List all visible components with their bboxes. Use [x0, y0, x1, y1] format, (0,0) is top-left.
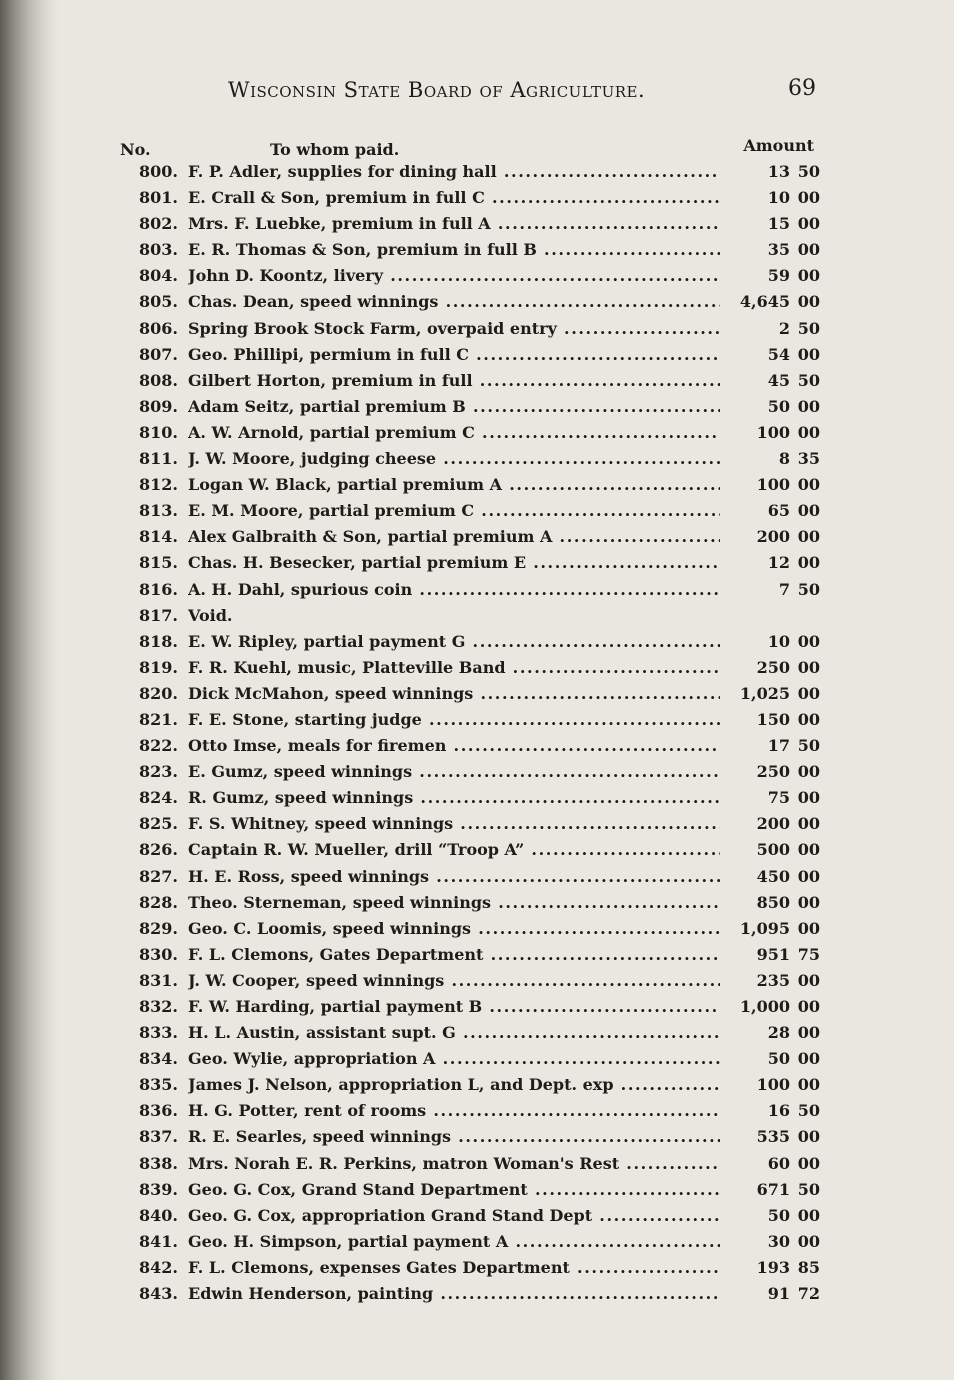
amount-cents: 00 [797, 866, 820, 886]
amount-dollars: 35 [767, 240, 790, 260]
entry-number: 814. [139, 527, 178, 547]
table-row [110, 501, 820, 527]
table-row [110, 449, 820, 475]
amount-dollars: 671 [756, 1179, 790, 1199]
entry-payee: A. H. Dahl, spurious coin ..... [188, 580, 720, 599]
amount-cents: 00 [797, 1153, 820, 1173]
table-row [110, 814, 820, 840]
table-row [110, 919, 820, 945]
column-header-amount: Amount [743, 136, 814, 155]
entry-number: 833. [139, 1023, 178, 1043]
entry-amount [720, 162, 820, 181]
amount-cents: 00 [797, 918, 820, 938]
amount-dollars: 16 [767, 1101, 790, 1121]
entry-number: 813. [139, 501, 178, 521]
amount-cents: 75 [797, 944, 820, 964]
column-header-no: No. [120, 140, 151, 159]
entry-payee: Gilbert Horton, premium in full ..... [188, 371, 720, 390]
table-row [110, 710, 820, 736]
amount-cents: 00 [797, 709, 820, 729]
amount-dollars: 28 [767, 1023, 790, 1043]
amount-cents: 00 [797, 970, 820, 990]
entry-amount [720, 762, 820, 781]
amount-cents: 50 [797, 579, 820, 599]
table-row [110, 319, 820, 345]
entry-number: 803. [139, 240, 178, 260]
amount-dollars: 500 [756, 840, 790, 860]
amount-dollars: 450 [756, 866, 790, 886]
table-row [110, 188, 820, 214]
amount-dollars: 30 [767, 1231, 790, 1251]
entry-number: 806. [139, 318, 178, 338]
amount-cents: 00 [797, 240, 820, 260]
amount-dollars: 8 [778, 449, 790, 469]
amount-dollars: 50 [767, 1049, 790, 1069]
amount-dollars: 12 [767, 553, 790, 573]
entry-payee: F. P. Adler, supplies for dining hall ..... [188, 162, 720, 181]
entry-number: 839. [139, 1179, 178, 1199]
entry-number: 810. [139, 422, 178, 442]
entry-amount [720, 658, 820, 677]
entry-payee: Captain R. W. Mueller, drill “Troop A” ..... [188, 840, 720, 859]
entry-amount [720, 632, 820, 651]
entry-payee: Geo. H. Simpson, partial payment A ..... [188, 1232, 720, 1251]
entry-payee: A. W. Arnold, partial premium C ..... [188, 423, 720, 442]
column-headers [110, 136, 820, 162]
entry-payee: Mrs. Norah E. R. Perkins, matron Woman's Rest ..... [188, 1154, 720, 1173]
table-row [110, 893, 820, 919]
amount-dollars: 15 [767, 214, 790, 234]
entry-amount [720, 501, 820, 520]
table-row [110, 1023, 820, 1049]
amount-dollars: 100 [756, 475, 790, 495]
entry-payee: F. E. Stone, starting judge ..... [188, 710, 720, 729]
entry-number: 821. [139, 709, 178, 729]
entry-amount [720, 606, 820, 625]
table-row [110, 606, 820, 632]
entry-amount [720, 814, 820, 833]
table-row [110, 580, 820, 606]
amount-cents: 72 [797, 1284, 820, 1304]
entry-number: 827. [139, 866, 178, 886]
amount-dollars: 200 [756, 814, 790, 834]
amount-dollars: 1,000 [739, 997, 790, 1016]
amount-dollars: 200 [756, 527, 790, 547]
payment-list [110, 162, 820, 1310]
table-row [110, 345, 820, 371]
entry-amount [720, 266, 820, 285]
amount-cents: 00 [797, 683, 820, 703]
table-row [110, 397, 820, 423]
table-row [110, 371, 820, 397]
amount-dollars: 250 [756, 762, 790, 782]
entry-payee: Alex Galbraith & Son, partial premium A ..... [188, 527, 720, 546]
amount-dollars: 60 [767, 1153, 790, 1173]
table-row [110, 240, 820, 266]
entry-amount [720, 345, 820, 364]
table-row [110, 684, 820, 710]
entry-payee: Logan W. Black, partial premium A ..... [188, 475, 720, 494]
entry-amount [720, 553, 820, 572]
amount-dollars: 1,095 [739, 918, 790, 938]
entry-amount [720, 240, 820, 259]
table-row [110, 162, 820, 188]
amount-cents: 00 [797, 1049, 820, 1069]
amount-dollars: 10 [767, 188, 790, 208]
amount-dollars: 100 [756, 1075, 790, 1095]
amount-cents: 00 [797, 1231, 820, 1251]
entry-number: 842. [139, 1257, 178, 1277]
entry-number: 824. [139, 788, 178, 808]
amount-cents: 00 [797, 292, 820, 312]
entry-amount [720, 475, 820, 494]
table-row [110, 867, 820, 893]
table-row [110, 1180, 820, 1206]
table-row [110, 527, 820, 553]
page-number: 69 [788, 76, 816, 101]
table-row [110, 736, 820, 762]
entry-payee: Chas. Dean, speed winnings ..... [188, 292, 720, 311]
amount-cents: 35 [797, 449, 820, 469]
entry-amount [720, 423, 820, 442]
entry-number: 817. [139, 605, 178, 625]
entry-amount [720, 945, 820, 964]
entry-amount [720, 319, 820, 338]
amount-cents: 00 [797, 475, 820, 495]
entry-amount [720, 292, 820, 311]
amount-dollars: 100 [756, 422, 790, 442]
entry-number: 832. [139, 997, 178, 1016]
amount-cents: 50 [797, 736, 820, 756]
entry-amount [720, 1101, 820, 1120]
entry-payee: R. E. Searles, speed winnings ..... [188, 1127, 720, 1146]
table-row [110, 1101, 820, 1127]
entry-amount [720, 919, 820, 938]
entry-payee: R. Gumz, speed winnings ..... [188, 788, 720, 807]
entry-number: 818. [139, 631, 178, 651]
table-row [110, 1284, 820, 1310]
amount-cents: 00 [797, 214, 820, 234]
entry-number: 812. [139, 475, 178, 495]
entry-amount [720, 449, 820, 468]
entry-payee: H. L. Austin, assistant supt. G ..... [188, 1023, 720, 1042]
entry-number: 825. [139, 814, 178, 834]
amount-dollars: 193 [756, 1257, 790, 1277]
amount-cents: 00 [797, 788, 820, 808]
amount-cents: 00 [797, 657, 820, 677]
entry-amount [720, 1258, 820, 1277]
table-row [110, 632, 820, 658]
amount-cents: 50 [797, 370, 820, 390]
table-row [110, 423, 820, 449]
entry-payee: E. Gumz, speed winnings ..... [188, 762, 720, 781]
entry-payee: Spring Brook Stock Farm, overpaid entry ..... [188, 319, 720, 338]
entry-number: 843. [139, 1284, 178, 1304]
entry-number: 828. [139, 892, 178, 912]
entry-number: 822. [139, 736, 178, 756]
entry-payee: J. W. Cooper, speed winnings ..... [188, 971, 720, 990]
amount-cents: 50 [797, 162, 820, 181]
entry-payee: Otto Imse, meals for firemen ..... [188, 736, 720, 755]
entry-payee: J. W. Moore, judging cheese ..... [188, 449, 720, 468]
entry-number: 808. [139, 370, 178, 390]
column-header-to-whom-paid: To whom paid. [270, 140, 400, 159]
amount-dollars: 10 [767, 631, 790, 651]
amount-dollars: 7 [778, 579, 790, 599]
entry-number: 800. [139, 162, 178, 181]
table-row [110, 266, 820, 292]
table-row [110, 762, 820, 788]
amount-dollars: 150 [756, 709, 790, 729]
amount-cents: 00 [797, 501, 820, 521]
entry-amount [720, 1023, 820, 1042]
amount-dollars: 1,025 [739, 683, 790, 703]
table-row [110, 971, 820, 997]
entry-number: 837. [139, 1127, 178, 1147]
entry-amount [720, 397, 820, 416]
entry-amount [720, 371, 820, 390]
entry-payee: Geo. G. Cox, appropriation Grand Stand Dept ..... [188, 1206, 720, 1225]
entry-payee: E. M. Moore, partial premium C ..... [188, 501, 720, 520]
running-head [110, 70, 820, 110]
entry-number: 830. [139, 944, 178, 964]
table-row [110, 475, 820, 501]
amount-dollars: 65 [767, 501, 790, 521]
entry-payee: E. W. Ripley, partial payment G ..... [188, 632, 720, 651]
entry-number: 840. [139, 1205, 178, 1225]
entry-amount [720, 840, 820, 859]
entry-amount [720, 1127, 820, 1146]
table-row [110, 945, 820, 971]
entry-number: 807. [139, 344, 178, 364]
amount-dollars: 91 [767, 1284, 790, 1304]
amount-cents: 50 [797, 318, 820, 338]
table-row [110, 553, 820, 579]
entry-number: 823. [139, 762, 178, 782]
entry-number: 805. [139, 292, 178, 312]
entry-payee: Edwin Henderson, painting ..... [188, 1284, 720, 1303]
entry-amount [720, 788, 820, 807]
entry-payee: Geo. C. Loomis, speed winnings ..... [188, 919, 720, 938]
amount-dollars: 50 [767, 396, 790, 416]
entry-payee: F. S. Whitney, speed winnings ..... [188, 814, 720, 833]
amount-dollars: 535 [756, 1127, 790, 1147]
entry-amount [720, 188, 820, 207]
table-row [110, 1258, 820, 1284]
amount-cents: 00 [797, 840, 820, 860]
amount-cents: 00 [797, 997, 820, 1016]
entry-payee: H. E. Ross, speed winnings ..... [188, 867, 720, 886]
table-row [110, 1206, 820, 1232]
entry-amount [720, 893, 820, 912]
table-row [110, 1232, 820, 1258]
entry-payee: F. W. Harding, partial payment B ..... [188, 997, 720, 1016]
entry-amount [720, 736, 820, 755]
amount-cents: 00 [797, 1075, 820, 1095]
running-head-title: Wisconsin State Board of Agriculture. [228, 78, 646, 102]
amount-cents: 00 [797, 631, 820, 651]
entry-number: 836. [139, 1101, 178, 1121]
entry-amount [720, 684, 820, 703]
entry-number: 826. [139, 840, 178, 860]
entry-payee: F. L. Clemons, Gates Department ..... [188, 945, 720, 964]
amount-dollars: 250 [756, 657, 790, 677]
table-row [110, 658, 820, 684]
entry-number: 820. [139, 683, 178, 703]
entry-number: 816. [139, 579, 178, 599]
entry-payee: Chas. H. Besecker, partial premium E ..... [188, 553, 720, 572]
amount-cents: 00 [797, 1205, 820, 1225]
amount-cents: 00 [797, 553, 820, 573]
amount-dollars: 850 [756, 892, 790, 912]
entry-amount [720, 1284, 820, 1303]
entry-number: 829. [139, 918, 178, 938]
amount-dollars: 4,645 [739, 292, 790, 312]
table-row [110, 788, 820, 814]
entry-payee: E. Crall & Son, premium in full C ..... [188, 188, 720, 207]
entry-amount [720, 971, 820, 990]
page-binding-shadow [0, 0, 58, 1380]
entry-amount [720, 527, 820, 546]
entry-amount [720, 867, 820, 886]
entry-number: 838. [139, 1153, 178, 1173]
amount-cents: 00 [797, 762, 820, 782]
entry-amount [720, 710, 820, 729]
entry-payee: E. R. Thomas & Son, premium in full B ..... [188, 240, 720, 259]
entry-payee: Theo. Sterneman, speed winnings ..... [188, 893, 720, 912]
table-row [110, 1049, 820, 1075]
entry-number: 834. [139, 1049, 178, 1069]
entry-payee: H. G. Potter, rent of rooms ..... [188, 1101, 720, 1120]
amount-dollars: 54 [767, 344, 790, 364]
entry-amount [720, 997, 820, 1016]
entry-payee: Adam Seitz, partial premium B ..... [188, 397, 720, 416]
table-row [110, 1075, 820, 1101]
entry-payee: Geo. Wylie, appropriation A ..... [188, 1049, 720, 1068]
amount-cents: 50 [797, 1179, 820, 1199]
amount-cents: 50 [797, 1101, 820, 1121]
amount-dollars: 75 [767, 788, 790, 808]
entry-number: 841. [139, 1231, 178, 1251]
entry-number: 802. [139, 214, 178, 234]
amount-dollars: 45 [767, 370, 790, 390]
amount-cents: 85 [797, 1257, 820, 1277]
entry-payee: James J. Nelson, appropriation L, and Dept. exp ..... [188, 1075, 720, 1094]
entry-payee: Dick McMahon, speed winnings ..... [188, 684, 720, 703]
amount-dollars: 951 [756, 944, 790, 964]
entry-number: 804. [139, 266, 178, 286]
amount-dollars: 2 [778, 318, 790, 338]
entry-amount [720, 1049, 820, 1068]
entry-number: 815. [139, 553, 178, 573]
amount-cents: 00 [797, 892, 820, 912]
entry-number: 835. [139, 1075, 178, 1095]
amount-cents: 00 [797, 527, 820, 547]
entry-amount [720, 580, 820, 599]
ledger-page [110, 70, 820, 1310]
amount-dollars: 50 [767, 1205, 790, 1225]
entry-payee: F. L. Clemons, expenses Gates Department ..... [188, 1258, 720, 1277]
amount-dollars: 59 [767, 266, 790, 286]
entry-amount [720, 1206, 820, 1225]
amount-cents: 00 [797, 1023, 820, 1043]
amount-cents: 00 [797, 188, 820, 208]
amount-dollars: 17 [767, 736, 790, 756]
entry-amount [720, 1232, 820, 1251]
entry-payee: Mrs. F. Luebke, premium in full A ..... [188, 214, 720, 233]
entry-number: 801. [139, 188, 178, 208]
amount-cents: 00 [797, 266, 820, 286]
table-row [110, 214, 820, 240]
table-row [110, 840, 820, 866]
table-row [110, 1154, 820, 1180]
entry-payee: Void. [188, 605, 233, 625]
table-row [110, 292, 820, 318]
entry-number: 831. [139, 970, 178, 990]
entry-number: 811. [139, 449, 178, 469]
entry-payee: Geo. Phillipi, permium in full C ..... [188, 345, 720, 364]
amount-cents: 00 [797, 422, 820, 442]
entry-number: 819. [139, 657, 178, 677]
entry-payee: F. R. Kuehl, music, Platteville Band ..... [188, 658, 720, 677]
amount-dollars: 13 [767, 162, 790, 181]
entry-number: 809. [139, 396, 178, 416]
amount-cents: 00 [797, 396, 820, 416]
entry-amount [720, 214, 820, 233]
amount-dollars: 235 [756, 970, 790, 990]
entry-amount [720, 1180, 820, 1199]
table-row [110, 997, 820, 1023]
entry-payee: Geo. G. Cox, Grand Stand Department ..... [188, 1180, 720, 1199]
entry-amount [720, 1075, 820, 1094]
amount-cents: 00 [797, 814, 820, 834]
amount-cents: 00 [797, 1127, 820, 1147]
entry-amount [720, 1154, 820, 1173]
entry-payee: John D. Koontz, livery ..... [188, 266, 720, 285]
table-row [110, 1127, 820, 1153]
amount-cents: 00 [797, 344, 820, 364]
